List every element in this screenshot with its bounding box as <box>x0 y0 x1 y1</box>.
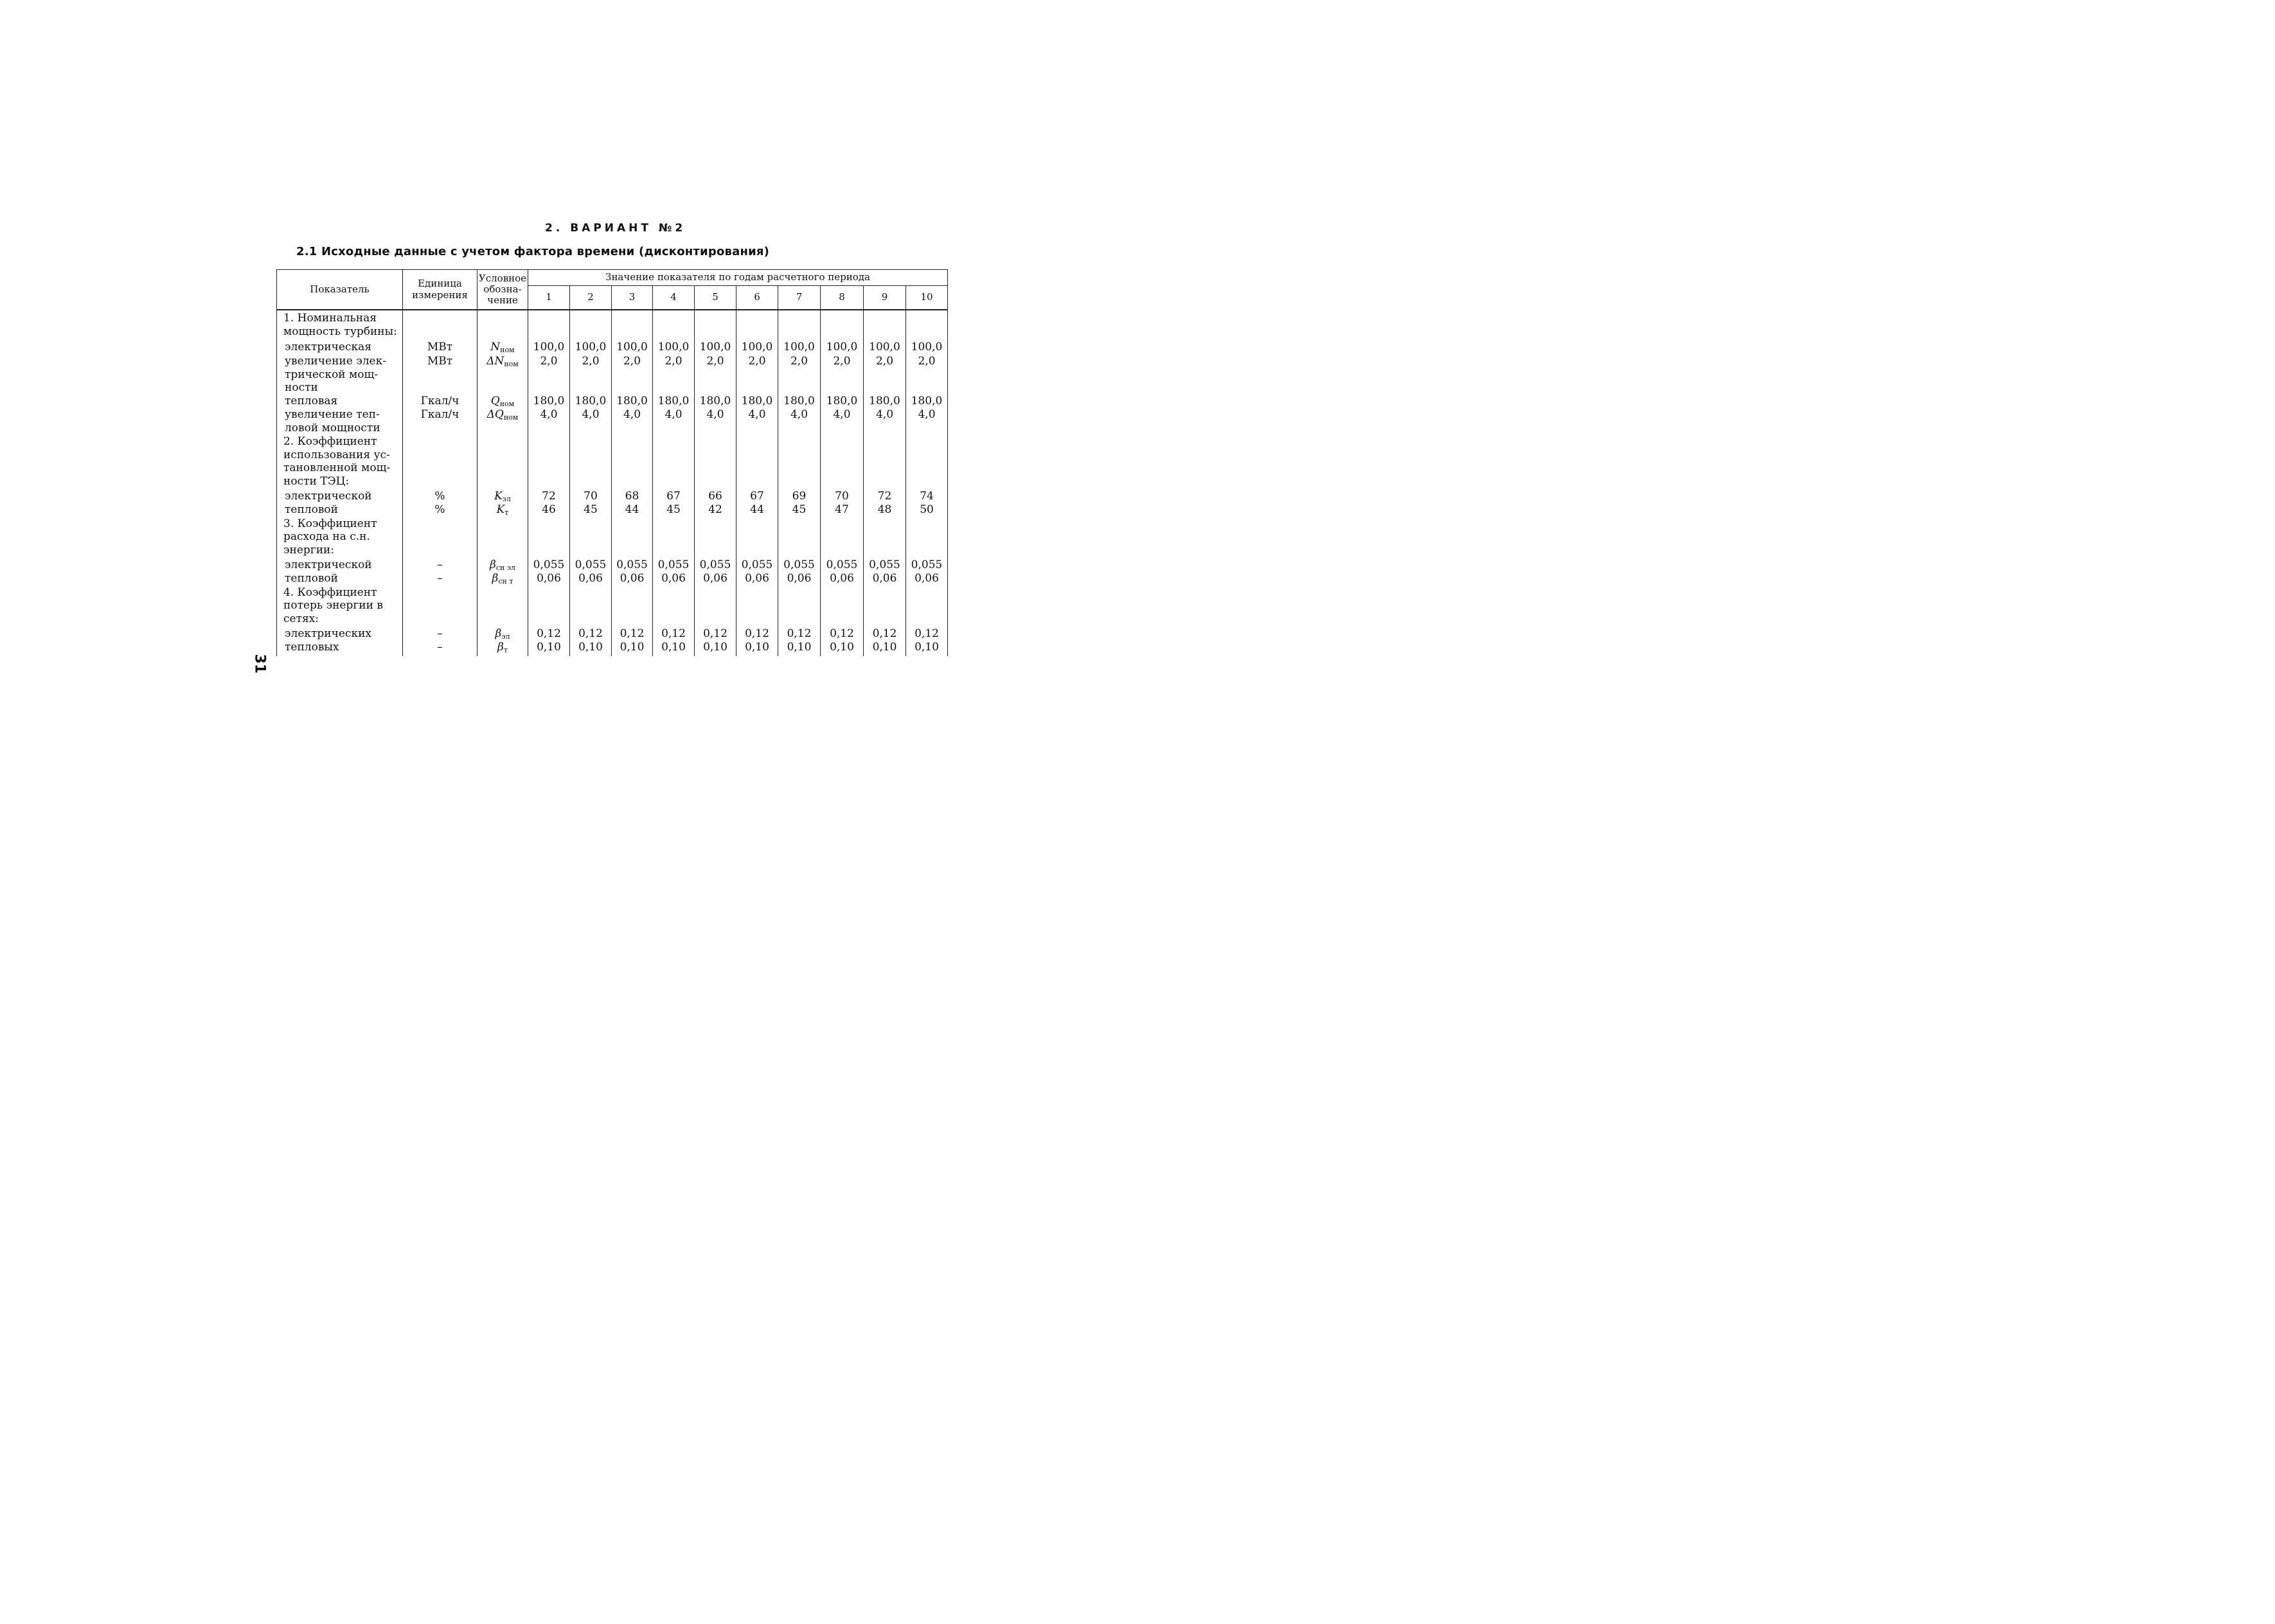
value-cell <box>528 586 570 626</box>
value-cell: 0,12 <box>736 626 778 641</box>
value-cell: 0,06 <box>653 572 695 585</box>
row-symbol <box>477 435 528 488</box>
value-cell <box>778 310 821 338</box>
value-cell: 2,0 <box>778 355 821 395</box>
value-cell: 0,12 <box>821 626 864 641</box>
value-cell: 180,0 <box>736 395 778 408</box>
row-unit: МВт <box>403 355 477 395</box>
value-cell <box>528 310 570 338</box>
value-cell: 67 <box>736 488 778 503</box>
row-symbol <box>477 557 528 572</box>
value-cell: 180,0 <box>778 395 821 408</box>
value-cell: 180,0 <box>653 395 695 408</box>
value-cell <box>736 586 778 626</box>
value-cell: 0,10 <box>778 641 821 656</box>
value-cell: 0,10 <box>736 641 778 656</box>
row-symbol <box>477 586 528 626</box>
table-row <box>277 641 948 656</box>
value-cell: 0,055 <box>695 557 736 572</box>
value-cell <box>864 310 906 338</box>
value-cell: 4,0 <box>736 408 778 434</box>
table-row <box>277 338 948 354</box>
value-cell: 47 <box>821 503 864 517</box>
table-section-row <box>277 517 948 557</box>
table-row <box>277 408 948 434</box>
value-cell: 0,06 <box>695 572 736 585</box>
value-cell: 0,06 <box>570 572 612 585</box>
row-label: электрической <box>277 488 403 503</box>
value-cell <box>821 586 864 626</box>
value-cell: 0,055 <box>736 557 778 572</box>
value-cell: 4,0 <box>906 408 948 434</box>
value-cell: 2,0 <box>736 355 778 395</box>
value-cell: 0,12 <box>653 626 695 641</box>
row-unit <box>403 517 477 557</box>
value-cell: 67 <box>653 488 695 503</box>
value-cell: 4,0 <box>528 408 570 434</box>
value-cell: 100,0 <box>906 338 948 354</box>
value-cell: 0,055 <box>778 557 821 572</box>
header-values-group: Значение показателя по годам расчетного периода <box>528 270 948 286</box>
value-cell <box>695 517 736 557</box>
header-year: 6 <box>736 286 778 310</box>
value-cell: 100,0 <box>736 338 778 354</box>
value-cell: 0,10 <box>653 641 695 656</box>
header-year: 4 <box>653 286 695 310</box>
value-cell <box>653 517 695 557</box>
value-cell: 72 <box>528 488 570 503</box>
row-label: тепловая <box>277 395 403 408</box>
value-cell: 0,06 <box>778 572 821 585</box>
value-cell: 44 <box>612 503 653 517</box>
value-cell <box>570 586 612 626</box>
symbol-base: K <box>494 489 503 503</box>
value-cell: 66 <box>695 488 736 503</box>
value-cell: 0,06 <box>736 572 778 585</box>
symbol-subscript: сн т <box>498 577 513 586</box>
value-cell: 100,0 <box>528 338 570 354</box>
value-cell: 0,06 <box>821 572 864 585</box>
table-section-row <box>277 310 948 338</box>
value-cell: 4,0 <box>821 408 864 434</box>
value-cell: 180,0 <box>612 395 653 408</box>
row-label: 3. Коэффициент расхода на с.н. энергии: <box>277 517 403 557</box>
table-title: 2.1 Исходные данные с учетом фактора времени (дисконтирования) <box>296 245 770 258</box>
row-label: 4. Коэффициент потерь энергии в сетях: <box>277 586 403 626</box>
value-cell <box>736 435 778 488</box>
value-cell: 2,0 <box>906 355 948 395</box>
header-indicator: Показатель <box>277 270 403 310</box>
row-symbol <box>477 408 528 434</box>
header-year: 10 <box>906 286 948 310</box>
row-unit <box>403 310 477 338</box>
value-cell: 0,055 <box>821 557 864 572</box>
value-cell: 0,06 <box>612 572 653 585</box>
table-row <box>277 395 948 408</box>
value-cell: 2,0 <box>864 355 906 395</box>
value-cell: 180,0 <box>906 395 948 408</box>
value-cell <box>778 517 821 557</box>
value-cell <box>570 517 612 557</box>
symbol-subscript: ном <box>499 400 515 409</box>
value-cell: 45 <box>778 503 821 517</box>
value-cell: 100,0 <box>570 338 612 354</box>
value-cell: 0,10 <box>821 641 864 656</box>
section-heading: 2. ВАРИАНТ №2 <box>545 222 686 235</box>
table-body <box>277 310 948 656</box>
value-cell: 4,0 <box>570 408 612 434</box>
value-cell <box>695 310 736 338</box>
symbol-base: N <box>490 341 501 354</box>
row-unit <box>403 586 477 626</box>
value-cell: 2,0 <box>570 355 612 395</box>
value-cell: 48 <box>864 503 906 517</box>
value-cell: 4,0 <box>653 408 695 434</box>
value-cell <box>906 435 948 488</box>
row-label: электрическая <box>277 338 403 354</box>
header-year: 2 <box>570 286 612 310</box>
symbol-base: β <box>492 572 499 585</box>
value-cell <box>612 310 653 338</box>
row-unit: – <box>403 572 477 585</box>
value-cell: 42 <box>695 503 736 517</box>
value-cell: 0,12 <box>528 626 570 641</box>
symbol-subscript: ном <box>504 359 519 368</box>
value-cell <box>821 435 864 488</box>
value-cell: 0,12 <box>778 626 821 641</box>
value-cell <box>906 586 948 626</box>
value-cell: 100,0 <box>778 338 821 354</box>
value-cell: 100,0 <box>864 338 906 354</box>
table-section-row <box>277 586 948 626</box>
value-cell: 100,0 <box>612 338 653 354</box>
page-number: 31 <box>251 654 268 674</box>
value-cell: 4,0 <box>864 408 906 434</box>
value-cell <box>821 517 864 557</box>
value-cell: 180,0 <box>821 395 864 408</box>
symbol-base: ΔN <box>486 354 504 368</box>
value-cell <box>736 310 778 338</box>
value-cell: 0,06 <box>528 572 570 585</box>
value-cell: 44 <box>736 503 778 517</box>
value-cell <box>821 310 864 338</box>
table-row <box>277 488 948 503</box>
value-cell: 45 <box>570 503 612 517</box>
value-cell <box>864 435 906 488</box>
header-symbol: Условное обозна-чение <box>477 270 528 310</box>
row-label: электрической <box>277 557 403 572</box>
value-cell: 180,0 <box>695 395 736 408</box>
value-cell <box>612 586 653 626</box>
value-cell <box>653 435 695 488</box>
value-cell: 46 <box>528 503 570 517</box>
value-cell: 180,0 <box>570 395 612 408</box>
value-cell: 0,12 <box>864 626 906 641</box>
header-year: 5 <box>695 286 736 310</box>
value-cell: 0,055 <box>612 557 653 572</box>
value-cell: 0,06 <box>864 572 906 585</box>
row-label: тепловой <box>277 572 403 585</box>
value-cell <box>653 586 695 626</box>
value-cell <box>528 435 570 488</box>
value-cell <box>612 517 653 557</box>
value-cell: 2,0 <box>695 355 736 395</box>
value-cell: 100,0 <box>653 338 695 354</box>
value-cell: 0,12 <box>570 626 612 641</box>
table-row <box>277 355 948 395</box>
symbol-base: β <box>490 558 496 571</box>
value-cell: 0,055 <box>864 557 906 572</box>
row-label: 2. Коэффициент использования ус-тановленной мощ-ности ТЭЦ: <box>277 435 403 488</box>
value-cell: 4,0 <box>695 408 736 434</box>
value-cell: 100,0 <box>695 338 736 354</box>
value-cell <box>695 586 736 626</box>
value-cell: 0,055 <box>653 557 695 572</box>
symbol-subscript: эл <box>501 632 510 641</box>
value-cell: 72 <box>864 488 906 503</box>
row-symbol <box>477 517 528 557</box>
row-symbol <box>477 355 528 395</box>
table-row <box>277 557 948 572</box>
value-cell: 69 <box>778 488 821 503</box>
value-cell: 74 <box>906 488 948 503</box>
row-unit: – <box>403 557 477 572</box>
value-cell: 2,0 <box>653 355 695 395</box>
value-cell: 0,10 <box>570 641 612 656</box>
header-year: 7 <box>778 286 821 310</box>
symbol-base: ΔQ <box>486 408 504 422</box>
table-row <box>277 503 948 517</box>
value-cell <box>778 435 821 488</box>
row-unit: – <box>403 641 477 656</box>
symbol-subscript: ном <box>503 413 519 422</box>
value-cell <box>612 435 653 488</box>
row-symbol <box>477 338 528 354</box>
row-symbol <box>477 310 528 338</box>
value-cell <box>570 435 612 488</box>
value-cell: 2,0 <box>528 355 570 395</box>
value-cell <box>736 517 778 557</box>
row-symbol <box>477 641 528 656</box>
value-cell <box>695 435 736 488</box>
value-cell: 0,10 <box>528 641 570 656</box>
value-cell: 45 <box>653 503 695 517</box>
symbol-subscript: т <box>504 508 509 517</box>
table-row <box>277 572 948 585</box>
value-cell: 2,0 <box>612 355 653 395</box>
value-cell: 0,10 <box>906 641 948 656</box>
value-cell <box>864 517 906 557</box>
row-unit <box>403 435 477 488</box>
value-cell <box>653 310 695 338</box>
value-cell: 0,055 <box>570 557 612 572</box>
value-cell: 180,0 <box>528 395 570 408</box>
header-year: 8 <box>821 286 864 310</box>
symbol-base: Q <box>490 395 500 408</box>
header-row-top <box>277 270 948 286</box>
row-symbol <box>477 488 528 503</box>
value-cell: 68 <box>612 488 653 503</box>
row-label: 1. Номинальная мощность турбины: <box>277 310 403 338</box>
value-cell <box>864 586 906 626</box>
symbol-subscript: ном <box>500 346 515 355</box>
row-label: увеличение элек-трической мощ-ности <box>277 355 403 395</box>
row-label: тепловых <box>277 641 403 656</box>
symbol-base: K <box>496 503 505 517</box>
row-label: электрических <box>277 626 403 641</box>
row-label: тепловой <box>277 503 403 517</box>
value-cell: 2,0 <box>821 355 864 395</box>
value-cell: 0,12 <box>612 626 653 641</box>
value-cell <box>778 586 821 626</box>
value-cell: 70 <box>570 488 612 503</box>
value-cell: 4,0 <box>778 408 821 434</box>
value-cell: 0,10 <box>612 641 653 656</box>
table-row <box>277 626 948 641</box>
value-cell: 50 <box>906 503 948 517</box>
row-symbol <box>477 395 528 408</box>
symbol-base: β <box>495 627 502 640</box>
row-unit: МВт <box>403 338 477 354</box>
symbol-subscript: т <box>503 646 508 655</box>
value-cell <box>906 517 948 557</box>
value-cell: 0,12 <box>695 626 736 641</box>
table-section-row <box>277 435 948 488</box>
header-unit: Единица измерения <box>403 270 477 310</box>
row-symbol <box>477 503 528 517</box>
value-cell: 0,06 <box>906 572 948 585</box>
row-unit: % <box>403 488 477 503</box>
row-unit: % <box>403 503 477 517</box>
value-cell: 0,12 <box>906 626 948 641</box>
row-symbol <box>477 626 528 641</box>
value-cell: 70 <box>821 488 864 503</box>
value-cell <box>570 310 612 338</box>
row-label: увеличение теп-ловой мощности <box>277 408 403 434</box>
value-cell: 0,10 <box>864 641 906 656</box>
value-cell: 0,10 <box>695 641 736 656</box>
header-year: 3 <box>612 286 653 310</box>
symbol-subscript: сн эл <box>495 563 515 572</box>
row-unit: – <box>403 626 477 641</box>
value-cell: 100,0 <box>821 338 864 354</box>
value-cell <box>906 310 948 338</box>
row-unit: Гкал/ч <box>403 408 477 434</box>
value-cell: 4,0 <box>612 408 653 434</box>
source-data-table <box>276 269 948 656</box>
header-year: 1 <box>528 286 570 310</box>
row-unit: Гкал/ч <box>403 395 477 408</box>
symbol-base: β <box>497 641 504 654</box>
value-cell: 0,055 <box>528 557 570 572</box>
header-year: 9 <box>864 286 906 310</box>
row-symbol <box>477 572 528 585</box>
value-cell: 0,055 <box>906 557 948 572</box>
value-cell: 180,0 <box>864 395 906 408</box>
value-cell <box>528 517 570 557</box>
symbol-subscript: эл <box>502 494 511 503</box>
